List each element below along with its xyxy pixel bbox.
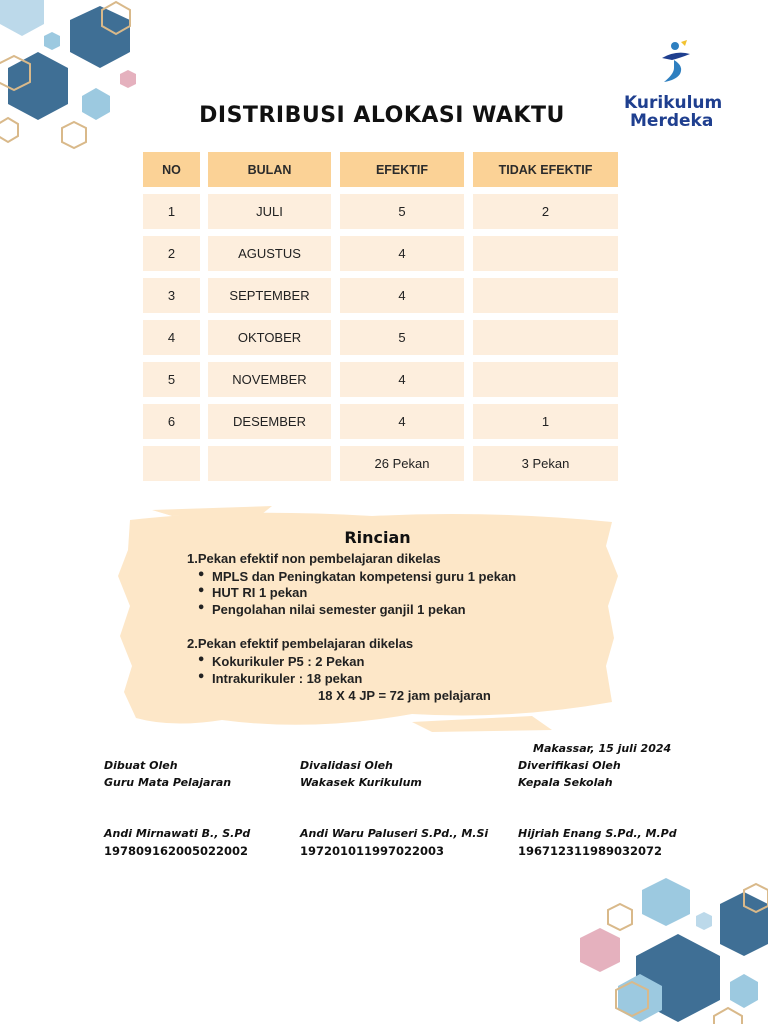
page-title: DISTRIBUSI ALOKASI WAKTU: [199, 103, 565, 128]
list-item: Kokurikuler P5 : 2 Pekan: [212, 654, 365, 669]
sig2-role: Divalidasi Oleh: [300, 759, 393, 772]
bullet-icon: •: [197, 670, 206, 685]
header-no: NO: [143, 152, 200, 187]
cell-bulan: DESEMBER: [208, 404, 331, 439]
cell-no: 5: [143, 362, 200, 397]
sig1-position: Guru Mata Pelajaran: [104, 776, 232, 789]
cell-efektif: 5: [340, 194, 464, 229]
cell-efektif: 4: [340, 236, 464, 271]
rincian-section-1: 1.Pekan efektif non pembelajaran dikelas: [187, 551, 441, 566]
sig2-name: Andi Waru Paluseri S.Pd., M.Si: [300, 827, 489, 840]
cell-bulan: SEPTEMBER: [208, 278, 331, 313]
rincian-section-2: 2.Pekan efektif pembelajaran dikelas: [187, 636, 414, 651]
total-no: [143, 446, 200, 481]
sig1-name: Andi Mirnawati B., S.Pd: [104, 827, 251, 840]
cell-bulan: JULI: [208, 194, 331, 229]
header-tidak-efektif: TIDAK EFEKTIF: [473, 152, 618, 187]
sig2-nip: 197201011997022003: [300, 844, 445, 858]
cell-bulan: NOVEMBER: [208, 362, 331, 397]
sig3-name: Hijriah Enang S.Pd., M.Pd: [518, 827, 677, 840]
bullet-icon: •: [197, 653, 206, 668]
cell-no: 2: [143, 236, 200, 271]
cell-tidak-efektif: 2: [473, 194, 618, 229]
sig1-role: Dibuat Oleh: [104, 759, 178, 772]
cell-no: 3: [143, 278, 200, 313]
cell-tidak-efektif: 1: [473, 404, 618, 439]
total-tidak-efektif: 3 Pekan: [473, 446, 618, 481]
rincian-title: Rincian: [344, 528, 411, 547]
cell-efektif: 4: [340, 362, 464, 397]
sig2-position: Wakasek Kurikulum: [300, 776, 422, 789]
logo-line-1: Kurikulum: [624, 93, 723, 113]
total-efektif: 26 Pekan: [340, 446, 464, 481]
total-bulan: [208, 446, 331, 481]
logo-figure-icon: [650, 38, 700, 90]
bullet-icon: •: [197, 601, 206, 616]
list-item: HUT RI 1 pekan: [212, 585, 308, 600]
cell-efektif: 5: [340, 320, 464, 355]
bullet-icon: •: [197, 568, 206, 583]
sig1-nip: 197809162005022002: [104, 844, 249, 858]
cell-bulan: OKTOBER: [208, 320, 331, 355]
list-item: Pengolahan nilai semester ganjil 1 pekan: [212, 602, 466, 617]
cell-tidak-efektif: [473, 278, 618, 313]
cell-tidak-efektif: [473, 236, 618, 271]
list-item: Intrakurikuler : 18 pekan: [212, 671, 363, 686]
cell-efektif: 4: [340, 404, 464, 439]
place-date: Makassar, 15 juli 2024: [533, 742, 672, 755]
jp-formula: 18 X 4 JP = 72 jam pelajaran: [318, 688, 491, 703]
bullet-icon: •: [197, 584, 206, 599]
sig3-position: Kepala Sekolah: [518, 776, 613, 789]
hexagon-decoration-top-left: [0, 0, 160, 160]
cell-tidak-efektif: [473, 320, 618, 355]
cell-efektif: 4: [340, 278, 464, 313]
cell-tidak-efektif: [473, 362, 618, 397]
logo-line-2: Merdeka: [630, 111, 714, 131]
cell-no: 6: [143, 404, 200, 439]
header-efektif: EFEKTIF: [340, 152, 464, 187]
header-bulan: BULAN: [208, 152, 331, 187]
list-item: MPLS dan Peningkatan kompetensi guru 1 pekan: [212, 569, 517, 584]
sig3-role: Diverifikasi Oleh: [518, 759, 621, 772]
sig3-nip: 196712311989032072: [518, 844, 663, 858]
cell-no: 1: [143, 194, 200, 229]
cell-no: 4: [143, 320, 200, 355]
cell-bulan: AGUSTUS: [208, 236, 331, 271]
hexagon-decoration-bottom-right: [568, 870, 768, 1024]
